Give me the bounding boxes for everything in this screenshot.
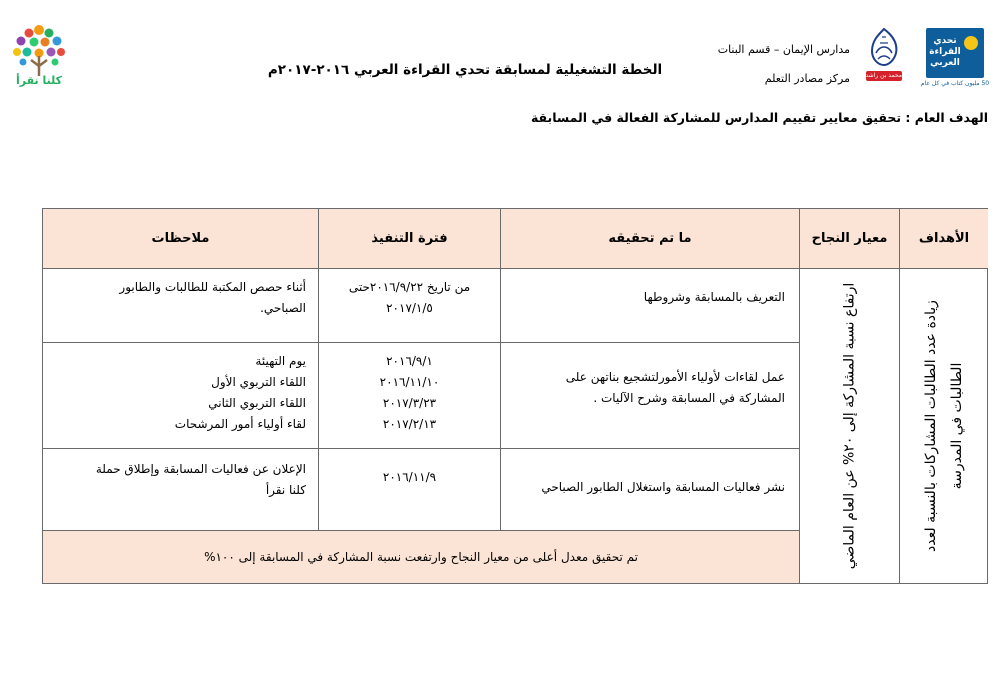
document-title: الخطة التشغيلية لمسابقة تحدي القراءة العربي ٢٠١٦-٢٠١٧م: [267, 62, 663, 78]
row-2-period: [319, 343, 501, 449]
criterion-cell: [800, 269, 900, 583]
row-1-notes-line-1: أثناء حصص المكتبة للطالبات والطابور: [119, 280, 306, 294]
objective-line-1: زيادة عدد الطالبات المشاركات بالنسبة لعدد: [923, 300, 939, 552]
row-2-period-line-1: ٢٠١٦/٩/١: [386, 354, 433, 368]
row-1-notes-line-2: الصباحي.: [260, 301, 306, 315]
kulna-naqra-logo: [8, 20, 70, 94]
row-3-notes: [43, 449, 319, 531]
row-1-period-line-1: من تاريخ ٢٠١٦/٩/٢٢حتى: [348, 280, 471, 294]
header-achieved: [501, 209, 800, 269]
logo-right-tagline: 50 مليون كتاب في كل عام: [920, 80, 990, 87]
row-2-achieved-line-2: المشاركة في المسابقة وشرح الآليات .: [593, 391, 785, 405]
row-3-achieved: [501, 449, 800, 531]
header-period: [319, 209, 501, 269]
objective-line-2: الطالبات في المدرسة: [949, 362, 965, 490]
header-achieved-label: ما تم تحقيقه: [608, 231, 692, 246]
header-notes-label: ملاحظات: [151, 231, 210, 246]
row-2-achieved: [501, 343, 800, 449]
header-criterion-label: معيار النجاح: [811, 231, 888, 246]
row-2-achieved-line-1: عمل لقاءات لأولياء الأمورلتشجيع بناتهن على: [565, 370, 785, 384]
row-2-notes-line-1: يوم التهيئة: [255, 354, 306, 368]
logo-left-text: كلنا نقرأ: [16, 74, 62, 87]
row-2-period-line-3: ٢٠١٧/٣/٢٣: [382, 396, 437, 410]
general-goal: الهدف العام : تحقيق معايير تقييم المدارس للمشاركة الفعالة في المسابقة: [530, 110, 988, 125]
row-1-notes: [43, 269, 319, 343]
row-3-achieved-line-1: نشر فعاليات المسابقة واستغلال الطابور الصباحي: [541, 480, 785, 494]
mbr-calligraphy-logo: [858, 25, 910, 87]
row-1-period: [319, 269, 501, 343]
criterion-text: ارتفاع نسبة المشاركة إلى ٢٠% عن العام الماضي: [841, 282, 858, 570]
plan-table: [42, 208, 988, 584]
header-criterion: [800, 209, 900, 269]
arab-reading-challenge-logo: [920, 28, 990, 90]
logo-right-title: تحدي القراءة العربي: [929, 36, 961, 68]
school-name: مدارس الإيمان – قسم البنات: [717, 43, 850, 56]
logo-mid-text: محمد بن راشد: [866, 72, 902, 79]
header-objectives-label: الأهداف: [918, 231, 970, 246]
header-period-label: فترة التنفيذ: [371, 231, 448, 246]
center-name: مركز مصادر التعلم: [764, 72, 850, 85]
summary-row: [43, 531, 800, 583]
objectives-cell: [900, 269, 988, 583]
row-1-achieved-line-1: التعريف بالمسابقة وشروطها: [643, 290, 785, 304]
row-2-period-line-2: ٢٠١٦/١١/١٠: [379, 375, 440, 389]
row-3-notes-line-1: الإعلان عن فعاليات المسابقة وإطلاق حملة: [95, 462, 306, 476]
row-3-notes-line-2: كلنا نقرأ: [265, 483, 306, 497]
row-2-period-line-4: ٢٠١٧/٢/١٣: [382, 417, 437, 431]
row-1-achieved: [501, 269, 800, 343]
row-2-notes-line-4: لقاء أولياء أمور المرشحات: [174, 417, 306, 431]
header-objectives: [900, 209, 988, 269]
row-3-period-line-1: ٢٠١٦/١١/٩: [382, 470, 437, 484]
row-3-period: [319, 449, 501, 531]
row-2-notes-line-2: اللقاء التربوي الأول: [211, 375, 306, 389]
row-1-period-line-2: ٢٠١٧/١/٥: [386, 301, 433, 315]
row-2-notes: [43, 343, 319, 449]
row-2-notes-line-3: اللقاء التربوي الثاني: [208, 396, 306, 410]
summary-text: تم تحقيق معدل أعلى من معيار النجاح وارتفعت نسبة المشاركة في المسابقة إلى ١٠٠%: [204, 549, 638, 564]
header-notes: [43, 209, 319, 269]
